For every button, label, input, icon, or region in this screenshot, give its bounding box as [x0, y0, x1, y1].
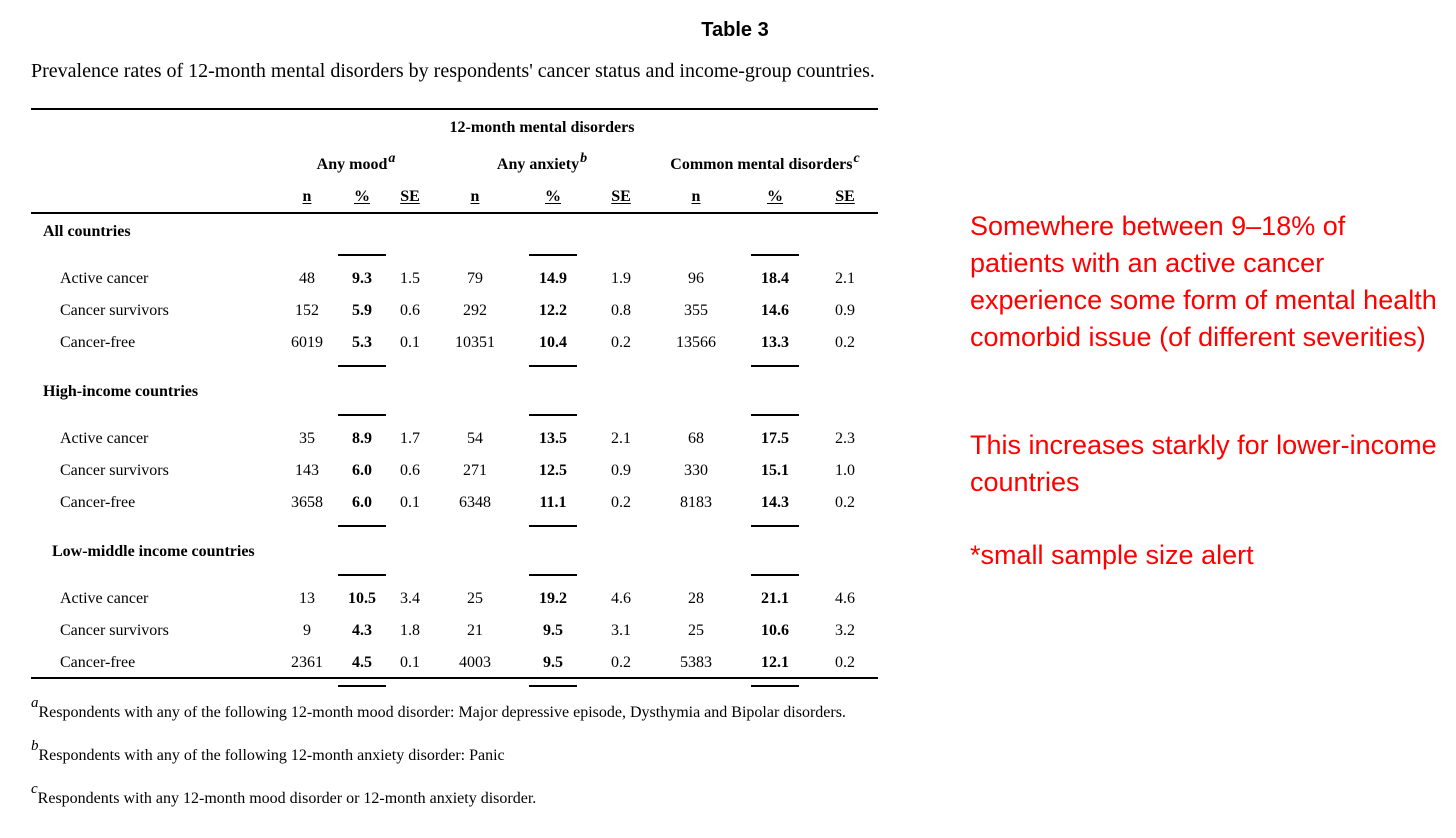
- table-cell: 4003: [459, 654, 491, 671]
- footnote-sup: a: [31, 695, 39, 711]
- table-cell: 3.4: [400, 590, 420, 607]
- header-rule: [31, 212, 878, 214]
- bottom-rule: [31, 677, 878, 679]
- section-title: High-income countries: [43, 383, 199, 400]
- annotation-lower-income: This increases starkly for lower-income countries: [970, 430, 1437, 497]
- table-cell: 4.6: [835, 590, 855, 607]
- footnote-sup: c: [31, 781, 38, 797]
- table-cell: 2.1: [611, 430, 631, 447]
- top-rule: [31, 108, 878, 110]
- table-cell: 1.7: [400, 430, 420, 447]
- table-cell: 0.1: [400, 334, 420, 351]
- group-underline: [338, 685, 386, 687]
- row-label: Active cancer: [60, 270, 149, 287]
- group-underline: [338, 414, 386, 416]
- table-cell: 10.5: [348, 590, 376, 607]
- column-header: n: [691, 188, 701, 205]
- group-underline: [529, 574, 577, 576]
- column-header: %: [767, 188, 783, 205]
- table-cell: 13.5: [539, 430, 567, 447]
- table-cell: 152: [295, 302, 319, 319]
- group-header-common: [670, 151, 860, 176]
- row-label: Cancer survivors: [60, 462, 169, 479]
- table-cell: 21.1: [761, 590, 789, 607]
- table-cell: 1.9: [611, 270, 631, 287]
- table-cell: 54: [467, 430, 483, 447]
- table-cell: 143: [295, 462, 319, 479]
- column-header: SE: [835, 188, 855, 205]
- table-cell: 13: [299, 590, 315, 607]
- table-cell: 9.5: [543, 622, 563, 639]
- table-cell: 0.9: [835, 302, 855, 319]
- table-cell: 0.6: [400, 462, 420, 479]
- table-cell: 271: [463, 462, 487, 479]
- table-cell: 35: [299, 430, 315, 447]
- table-cell: 0.1: [400, 654, 420, 671]
- table-title: Table 3: [701, 19, 769, 41]
- table-cell: 0.2: [611, 334, 631, 351]
- group-underline: [529, 254, 577, 256]
- group-underline: [338, 574, 386, 576]
- column-header: %: [545, 188, 561, 205]
- table-cell: 2.3: [835, 430, 855, 447]
- table-cell: 355: [684, 302, 708, 319]
- table-cell: 79: [467, 270, 483, 287]
- group-sup: a: [388, 151, 396, 166]
- group-underline: [751, 365, 799, 367]
- row-label: Cancer-free: [60, 334, 136, 351]
- table-cell: 6.0: [352, 462, 372, 479]
- row-label: Cancer survivors: [60, 622, 169, 639]
- row-label: Active cancer: [60, 430, 149, 447]
- annotation-sample-size: *small sample size alert: [970, 540, 1254, 570]
- table-cell: 0.2: [835, 654, 855, 671]
- group-header-anxiety: [496, 151, 588, 176]
- table-cell: 292: [463, 302, 487, 319]
- table-cell: 10351: [455, 334, 495, 351]
- group-underline: [529, 685, 577, 687]
- section-title: Low-middle income countries: [52, 543, 255, 560]
- table-cell: 1.5: [400, 270, 420, 287]
- group-sup: c: [853, 151, 860, 166]
- table-cell: 0.8: [611, 302, 631, 319]
- group-label: Any mood: [316, 156, 388, 173]
- table-cell: 21: [467, 622, 483, 639]
- group-sup: b: [580, 151, 588, 166]
- section-title: All countries: [43, 223, 131, 240]
- table-cell: 96: [688, 270, 704, 287]
- group-label: Common mental disorders: [670, 156, 853, 173]
- column-header: %: [354, 188, 370, 205]
- table-cell: 11.1: [539, 494, 567, 511]
- footnote-b: [31, 738, 505, 765]
- table-cell: 4.6: [611, 590, 631, 607]
- table-cell: 5.9: [352, 302, 372, 319]
- table-cell: 25: [688, 622, 704, 639]
- table-cell: 0.2: [611, 654, 631, 671]
- group-header-mood: [316, 151, 396, 176]
- table-cell: 14.9: [539, 270, 567, 287]
- footnote-text: Respondents with any of the following 12-month anxiety disorder: Panic: [38, 747, 505, 764]
- table-cell: 10.4: [539, 334, 567, 351]
- table-cell: 19.2: [539, 590, 567, 607]
- table-cell: 3.2: [835, 622, 855, 639]
- table-cell: 9.5: [543, 654, 563, 671]
- table-cell: 0.1: [400, 494, 420, 511]
- row-label: Active cancer: [60, 590, 149, 607]
- table-cell: 2361: [291, 654, 323, 671]
- group-underline: [751, 254, 799, 256]
- table-cell: 6348: [459, 494, 491, 511]
- table-cell: 6.0: [352, 494, 372, 511]
- table-cell: 12.5: [539, 462, 567, 479]
- footnote-a: [31, 695, 846, 722]
- table-cell: 2.1: [835, 270, 855, 287]
- table-cell: 15.1: [761, 462, 789, 479]
- table-cell: 1.0: [835, 462, 855, 479]
- footnote-c: [31, 781, 537, 808]
- table-cell: 1.8: [400, 622, 420, 639]
- group-underline: [751, 574, 799, 576]
- group-underline: [338, 254, 386, 256]
- column-header: n: [470, 188, 480, 205]
- table-cell: 5383: [680, 654, 712, 671]
- table-cell: 0.2: [835, 494, 855, 511]
- column-header: n: [302, 188, 312, 205]
- column-header: SE: [611, 188, 631, 205]
- table-cell: 13566: [676, 334, 716, 351]
- footnote-text: Respondents with any 12-month mood disorder or 12-month anxiety disorder.: [37, 790, 537, 807]
- table-cell: 0.6: [400, 302, 420, 319]
- table-cell: 9: [303, 622, 311, 639]
- table-cell: 0.9: [611, 462, 631, 479]
- table-cell: 48: [299, 270, 315, 287]
- column-header: SE: [400, 188, 420, 205]
- footnote-text: Respondents with any of the following 12-month mood disorder: Major depressive episode, Dysthymia and Bipolar disorders.: [38, 704, 846, 721]
- footnote-sup: b: [31, 738, 39, 754]
- table-cell: 28: [688, 590, 704, 607]
- table-cell: 0.2: [835, 334, 855, 351]
- group-underline: [529, 365, 577, 367]
- table-cell: 9.3: [352, 270, 372, 287]
- table-cell: 330: [684, 462, 708, 479]
- table-caption: Prevalence rates of 12-month mental disorders by respondents' cancer status and income-group countries.: [31, 60, 875, 82]
- table-cell: 17.5: [761, 430, 789, 447]
- group-underline: [529, 414, 577, 416]
- group-underline: [338, 525, 386, 527]
- table-cell: 68: [688, 430, 704, 447]
- table-cell: 13.3: [761, 334, 789, 351]
- group-underline: [751, 525, 799, 527]
- group-underline: [338, 365, 386, 367]
- table-cell: 18.4: [761, 270, 789, 287]
- table-cell: 25: [467, 590, 483, 607]
- table-cell: 6019: [291, 334, 323, 351]
- annotation-active-cancer: Somewhere between 9–18% of patients with an active cancer experience some form of mental health comorbid issue (of different severities): [970, 211, 1437, 352]
- table-cell: 14.3: [761, 494, 789, 511]
- table-cell: 5.3: [352, 334, 372, 351]
- table-cell: 8183: [680, 494, 712, 511]
- row-label: Cancer survivors: [60, 302, 169, 319]
- row-label: Cancer-free: [60, 494, 136, 511]
- group-underline: [751, 414, 799, 416]
- table-cell: 14.6: [761, 302, 789, 319]
- table-cell: 0.2: [611, 494, 631, 511]
- table-cell: 3658: [291, 494, 323, 511]
- table-cell: 8.9: [352, 430, 372, 447]
- table-cell: 4.5: [352, 654, 372, 671]
- row-label: Cancer-free: [60, 654, 136, 671]
- group-label: Any anxiety: [496, 156, 580, 173]
- table-cell: 4.3: [352, 622, 372, 639]
- super-header: 12-month mental disorders: [449, 119, 635, 136]
- group-underline: [529, 525, 577, 527]
- table-cell: 3.1: [611, 622, 631, 639]
- table-cell: 12.1: [761, 654, 789, 671]
- table-cell: 12.2: [539, 302, 567, 319]
- group-underline: [751, 685, 799, 687]
- table-cell: 10.6: [761, 622, 789, 639]
